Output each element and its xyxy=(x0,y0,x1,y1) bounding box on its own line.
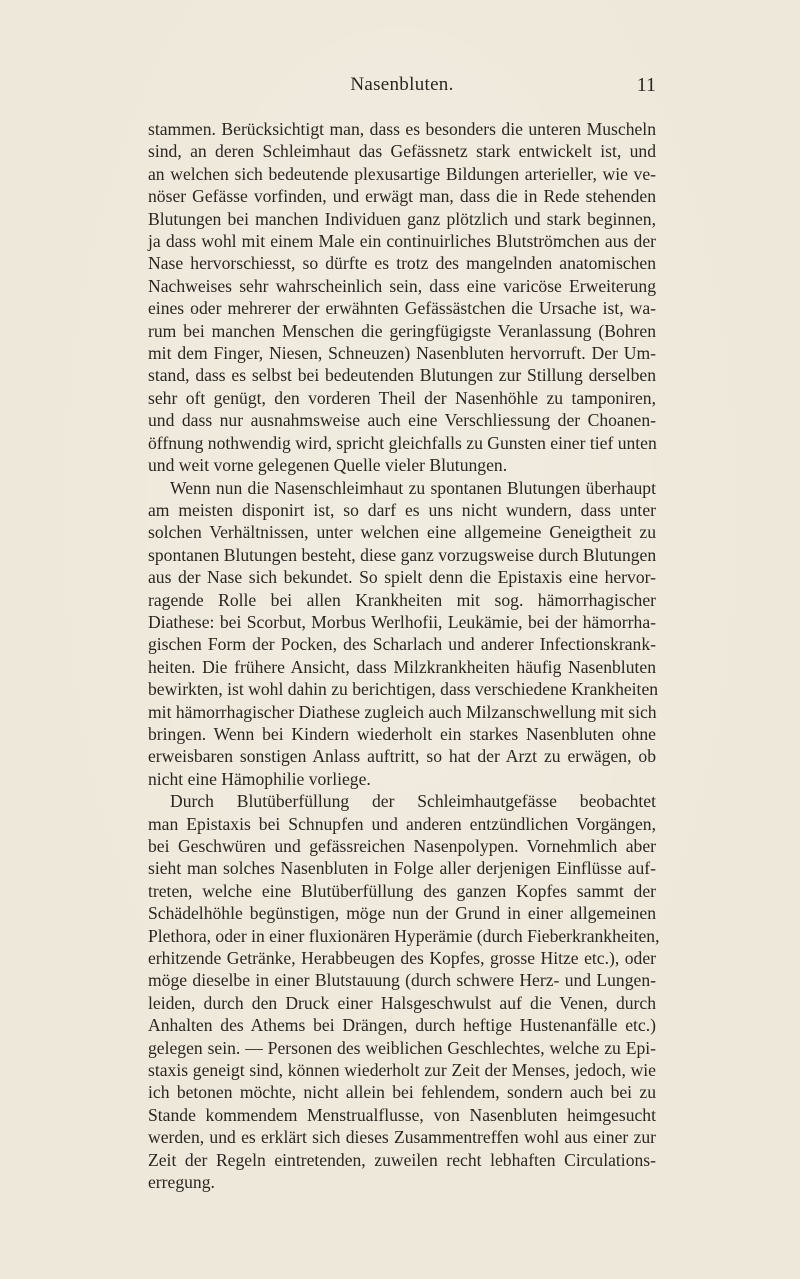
text-line: gelegen sein. — Personen des weiblichen Geschlechtes, welche zu Epi- xyxy=(148,1037,656,1058)
text-line: ragende Rolle bei allen Krankheiten mit sog. hämorrhagischer xyxy=(148,589,656,610)
text-line: ich betonen möchte, nicht allein bei fehlendem, sondern auch bei zu xyxy=(148,1082,656,1103)
text-line: mit hämorrhagischer Diathese zugleich auch Milzanschwellung mit sich xyxy=(148,701,657,722)
text-line: Anhalten des Athems bei Drängen, durch heftige Hustenanfälle etc.) xyxy=(148,1015,656,1036)
text-line: man Epistaxis bei Schnupfen und anderen entzündlichen Vorgängen, xyxy=(148,813,656,834)
text-line: und weit vorne gelegenen Quelle vieler Blutungen. xyxy=(148,455,508,476)
text-line: Schädelhöhle begünstigen, möge nun der Grund in einer allgemeinen xyxy=(148,903,656,924)
text-line: Wenn nun die Nasenschleimhaut zu spontanen Blutungen überhaupt xyxy=(170,477,656,498)
text-line: ja dass wohl mit einem Male ein continuirliches Blutströmchen aus der xyxy=(148,231,656,252)
text-line: treten, welche eine Blutüberfüllung des ganzen Kopfes sammt der xyxy=(148,880,656,901)
text-line: werden, und es erklärt sich dieses Zusammentreffen wohl aus einer zur xyxy=(148,1127,656,1148)
text-line: staxis geneigt sind, können wiederholt zur Zeit der Menses, jedoch, wie xyxy=(148,1060,656,1081)
text-line: solchen Verhältnissen, unter welchen eine allgemeine Geneigtheit zu xyxy=(148,522,656,543)
text-line: erhitzende Getränke, Herabbeugen des Kopfes, grosse Hitze etc.), oder xyxy=(148,948,656,969)
text-line: spontanen Blutungen besteht, diese ganz vorzugsweise durch Blutungen xyxy=(148,544,657,565)
text-line: Plethora, oder in einer fluxionären Hyperämie (durch Fieberkrankheiten, xyxy=(148,925,660,946)
text-line: Blutungen bei manchen Individuen ganz plötzlich und stark beginnen, xyxy=(148,208,656,229)
text-line: Nase hervorschiesst, so dürfte es trotz des mangelnden anatomischen xyxy=(148,253,656,274)
text-line: an welchen sich bedeutende plexusartige Bildungen arterieller, wie ve- xyxy=(148,163,656,184)
text-line: erregung. xyxy=(148,1172,215,1193)
running-title: Nasenbluten. xyxy=(350,74,454,95)
text-line: sind, an deren Schleimhaut das Gefässnetz stark entwickelt ist, und xyxy=(148,141,656,162)
text-line: sieht man solches Nasenbluten in Folge aller derjenigen Einflüsse auf- xyxy=(148,858,656,879)
text-line: rum bei manchen Menschen die geringfügigste Veranlassung (Bohren xyxy=(148,320,656,341)
text-line: eines oder mehrerer der erwähnten Gefässästchen die Ursache ist, wa- xyxy=(148,298,656,319)
text-line: öffnung nothwendig wird, spricht gleichfalls zu Gunsten einer tief unten xyxy=(148,432,657,453)
text-line: leiden, durch den Druck einer Halsgeschwulst auf die Venen, durch xyxy=(148,992,656,1013)
text-line: Stande kommendem Menstrualflusse, von Nasenbluten heimgesucht xyxy=(148,1104,656,1125)
text-line: bringen. Wenn bei Kindern wiederholt ein starkes Nasenbluten ohne xyxy=(148,723,656,744)
text-line: Nachweises sehr wahrscheinlich sein, dass eine varicöse Erweiterung xyxy=(148,275,656,296)
text-line: mit dem Finger, Niesen, Schneuzen) Nasenbluten hervorruft. Der Um- xyxy=(148,343,656,364)
text-line: möge dieselbe in einer Blutstauung (durch schwere Herz- und Lungen- xyxy=(148,970,656,991)
text-line: stand, dass es selbst bei bedeutenden Blutungen zur Stillung derselben xyxy=(148,365,656,386)
text-line: heiten. Die frühere Ansicht, dass Milzkrankheiten häufig Nasenbluten xyxy=(148,656,656,677)
text-line: Durch Blutüberfüllung der Schleimhautgefässe beobachtet xyxy=(170,791,656,812)
body-text xyxy=(148,118,660,1194)
text-line: bei Geschwüren und gefässreichen Nasenpolypen. Vornehmlich aber xyxy=(148,836,656,856)
text-line: nicht eine Hämophilie vorliege. xyxy=(148,768,371,789)
text-line: aus der Nase sich bekundet. So spielt denn die Epistaxis eine hervor- xyxy=(148,567,656,588)
text-line: gischen Form der Pocken, des Scharlach und anderer Infectionskrank- xyxy=(148,634,656,655)
text-line: nöser Gefässe vorfinden, und erwägt man, dass die in Rede stehenden xyxy=(148,186,656,207)
page-header xyxy=(148,74,656,98)
text-line: und dass nur ausnahmsweise auch eine Verschliessung der Choanen- xyxy=(148,410,656,431)
text-line: sehr oft genügt, den vorderen Theil der Nasenhöhle zu tamponiren, xyxy=(148,387,656,408)
text-line: erweisbaren sonstigen Anlass auftritt, so hat der Arzt zu erwägen, ob xyxy=(148,746,656,767)
text-line: bewirkten, ist wohl dahin zu berichtigen, dass verschiedene Krankheiten xyxy=(148,679,659,700)
text-line: Zeit der Regeln eintretenden, zuweilen recht lebhaften Circulations- xyxy=(148,1149,656,1170)
text-line: am meisten disponirt ist, so darf es uns nicht wundern, dass unter xyxy=(148,499,656,520)
text-line: stammen. Berücksichtigt man, dass es besonders die unteren Muscheln xyxy=(148,119,656,139)
page-number: 11 xyxy=(636,74,656,96)
text-line: Diathese: bei Scorbut, Morbus Werlhofii, Leukämie, bei der hämorrha- xyxy=(148,611,656,632)
